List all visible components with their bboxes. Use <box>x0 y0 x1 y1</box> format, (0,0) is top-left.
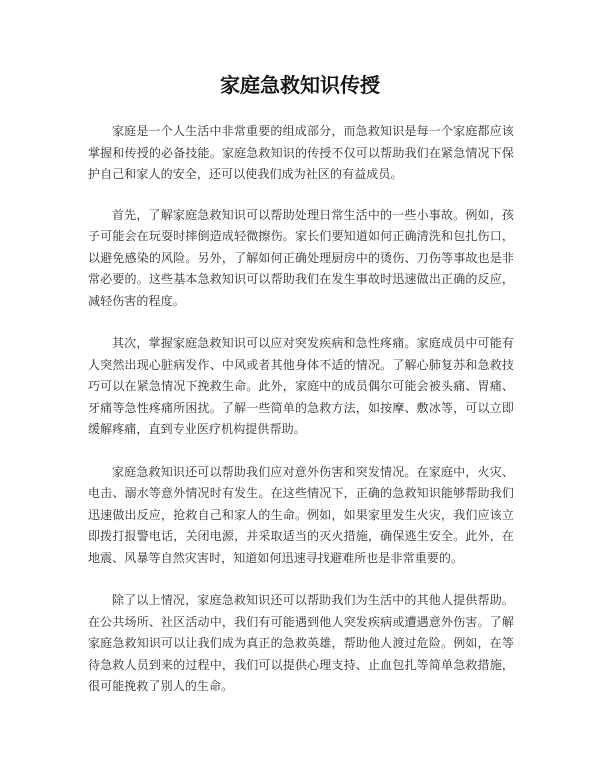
document-body <box>88 121 514 717</box>
paragraph-intro: 家庭是一个人生活中非常重要的组成部分，而急救知识是每一个家庭都应该掌握和传授的必备技能。家庭急救知识的传授不仅可以帮助我们在紧急情况下保护自己和家人的安全，还可以使我们成为社区的有益成员。 <box>88 124 514 181</box>
paragraph-sudden-illness: 其次，掌握家庭急救知识可以应对突发疾病和急性疼痛。家庭成员中可能有人突然出现心脏病发作、中风或者其他身体不适的情况。了解心肺复苏和急救技巧可以在紧急情况下挽救生命。此外，家庭中的成员偶尔可能会被头痛、胃痛、牙痛等急性疼痛所困扰。了解一些简单的急救方法，如按摩、敷冰等，可以立即缓解疼痛，直到专业医疗机构提供帮助。 <box>88 336 514 436</box>
document-title: 家庭急救知识传授 <box>220 73 380 97</box>
paragraph-daily-accidents: 首先，了解家庭急救知识可以帮助处理日常生活中的一些小事故。例如，孩子可能会在玩耍时摔倒造成轻微擦伤。家长们要知道如何正确清洗和包扎伤口，以避免感染的风险。另外，了解如何正确处理厨房中的烫伤、刀伤等事故也是非常必要的。这些基本急救知识可以帮助我们在发生事故时迅速做出正确的反应，减轻伤害的程度。 <box>88 207 514 308</box>
paragraph-emergencies: 家庭急救知识还可以帮助我们应对意外伤害和突发情况。在家庭中，火灾、电击、溺水等意外情况时有发生。在这些情况下，正确的急救知识能够帮助我们迅速做出反应，抢救自己和家人的生命。例如，如果家里发生火灾，我们应该立即拨打报警电话，关闭电源，并采取适当的灭火措施，确保逃生安全。此外，在地震、风暴等自然灾害时，知道如何迅速寻找避难所也是非常重要的。 <box>88 464 514 565</box>
paragraph-helping-others: 除了以上情况，家庭急救知识还可以帮助我们为生活中的其他人提供帮助。在公共场所、社区活动中，我们有可能遇到他人突发疾病或遭遇意外伤害。了解家庭急救知识可以让我们成为真正的急救英雄，帮助他人渡过危险。例如，在等待急救人员到来的过程中，我们可以提供心理支持、止血包扎等简单急救措施，很可能挽救了别人的生命。 <box>88 593 514 693</box>
